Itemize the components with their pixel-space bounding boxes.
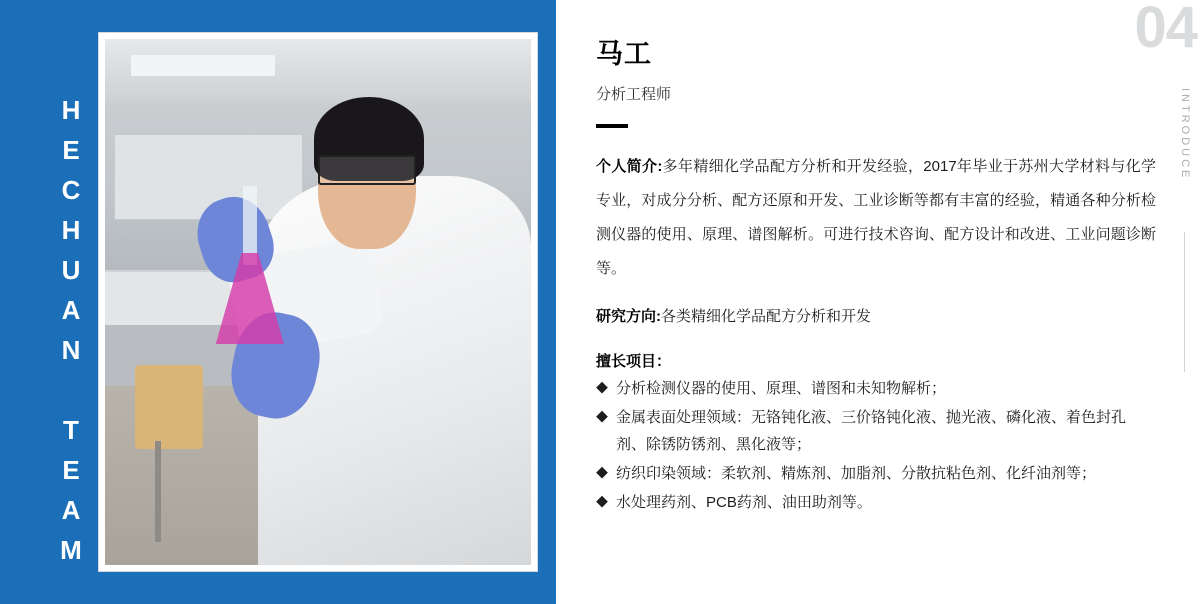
page-number: 04 [1134,0,1197,60]
list-item-text: 纺织印染领域：柔软剂、精炼剂、加脂剂、分散抗粘色剂、化纤油剂等； [616,465,1097,482]
list-item [596,404,1156,458]
photo-lab-stool [135,365,203,449]
glasses-icon [318,155,416,185]
rail-divider [1184,232,1185,372]
engineer-holding-flask-photo [105,39,531,565]
flask-body [216,253,284,345]
title-divider [596,124,628,128]
research-text: 各类精细化学品配方分析和开发 [661,308,872,325]
skills-list [596,375,1156,516]
photo-frame [98,32,538,572]
list-item [596,460,1156,487]
list-item-text: 水处理药剂、PCB药剂、油田助剂等。 [616,494,872,511]
list-item [596,375,1156,402]
person-role: 分析工程师 [596,86,672,103]
list-item-text: 分析检测仪器的使用、原理、谱图和未知物解析； [616,380,947,397]
right-rail [1134,0,1201,604]
diamond-bullet-icon: ◆ [596,381,609,395]
flask-icon [216,186,284,344]
brand-vertical-text: H E C H U A N T E A M [60,95,84,565]
intro-label: 个人简介: [596,158,663,175]
diamond-bullet-icon: ◆ [596,466,609,480]
profile-content [596,0,1156,604]
page-title: 马工 [596,39,652,69]
list-item [596,489,1156,516]
list-item-text: 金属表面处理领域：无铬钝化液、三价铬钝化液、抛光液、磷化液、着色封孔剂、除锈防锈剂、黑化液等； [616,409,1127,453]
photo-lab-light [131,55,276,76]
intro-text: 多年精细化学品配方分析和开发经验，2017年毕业于苏州大学材料与化学专业，对成分分析、配方还原和开发、工业诊断等都有丰富的经验，精通各种分析检测仪器的使用、原理、谱图解析。可进行技术咨询、配方设计和改进、工业问题诊断等。 [596,158,1156,277]
diamond-bullet-icon: ◆ [596,495,609,509]
skills-label: 擅长项目： [596,353,672,370]
research-paragraph [596,300,1156,334]
section-label: INTRODUCE [1179,88,1191,181]
research-label: 研究方向: [596,308,661,325]
left-blue-panel [0,0,556,604]
diamond-bullet-icon: ◆ [596,410,609,424]
intro-paragraph [596,150,1156,286]
